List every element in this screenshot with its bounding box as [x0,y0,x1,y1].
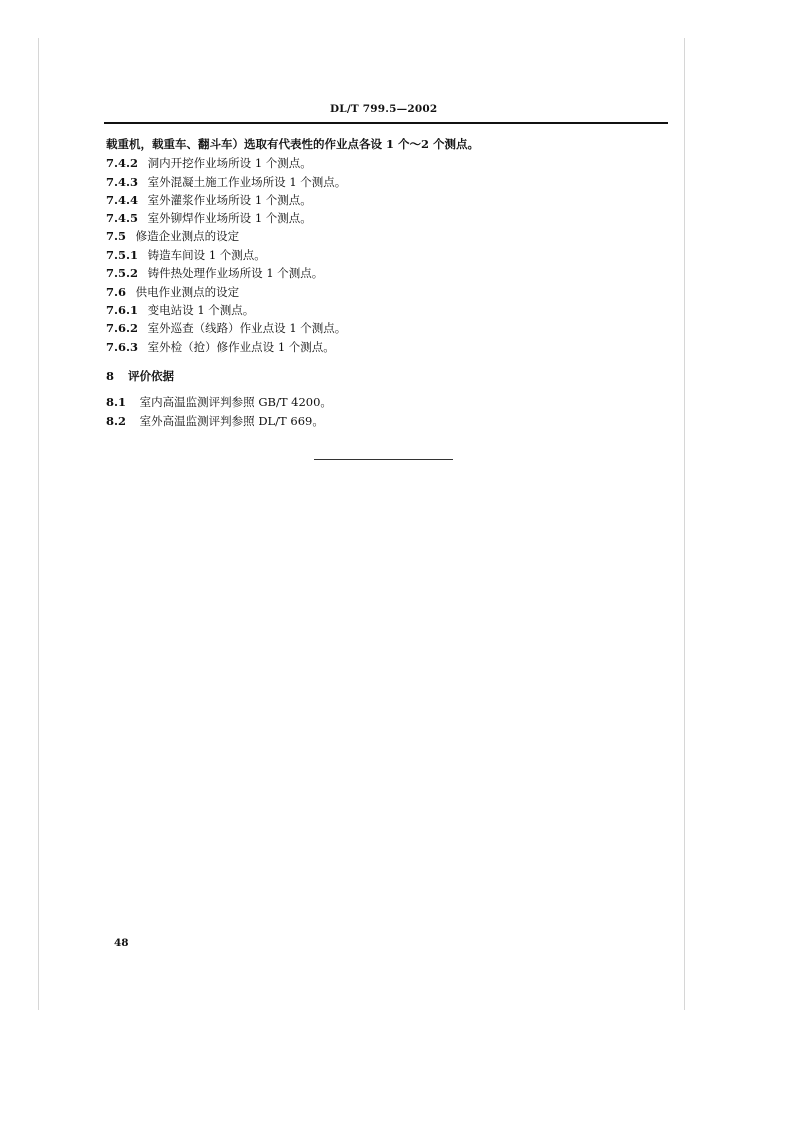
page-edge-left [38,38,39,1010]
clause-number: 7.4.3 [106,175,139,189]
section-title: 评价依据 [128,369,175,383]
section-8-heading [106,369,174,383]
clause-7-5 [106,229,239,243]
clause-number: 7.6.2 [106,321,139,335]
clause-number: 7.6 [106,285,127,299]
clause-7-5-1 [106,248,266,262]
clause-number: 7.5.1 [106,248,139,262]
clause-number: 7.5 [106,229,127,243]
clause-text: 室外高温监测评判参照 DL/T 669。 [139,414,324,428]
clause-number: 8.2 [106,414,127,428]
clause-text: 变电站设 1 个测点。 [147,303,255,317]
clause-text: 室外混凝土施工作业场所设 1 个测点。 [147,175,347,189]
clause-7-6-1 [106,303,254,317]
clause-7-4-5 [106,211,312,225]
end-of-document-rule [314,459,453,460]
intro-line: 载重机，载重车、翻斗车）选取有代表性的作业点各设 1 个～2 个测点。 [106,137,480,151]
clause-text: 室外灌浆作业场所设 1 个测点。 [147,193,312,207]
clause-number: 8.1 [106,395,127,409]
standard-code-header: DL/T 799.5—2002 [330,103,438,115]
header-rule [104,122,668,124]
clause-7-4-2 [106,156,312,170]
page-edge-right [684,38,685,1010]
section-number: 8 [106,369,115,383]
clause-text: 洞内开挖作业场所设 1 个测点。 [147,156,312,170]
clause-text: 修造企业测点的设定 [135,229,240,243]
clause-7-4-4 [106,193,312,207]
clause-7-6-2 [106,321,346,335]
clause-text: 室外铆焊作业场所设 1 个测点。 [147,211,312,225]
clause-text: 室内高温监测评判参照 GB/T 4200。 [139,395,332,409]
clause-8-1 [106,395,332,409]
clause-7-6-3 [106,340,335,354]
clause-8-2 [106,414,324,428]
clause-text: 室外巡查（线路）作业点设 1 个测点。 [147,321,347,335]
clause-number: 7.5.2 [106,266,139,280]
clause-number: 7.6.1 [106,303,139,317]
page-number: 48 [114,937,129,949]
clause-7-6 [106,285,239,299]
clause-7-5-2 [106,266,323,280]
clause-text: 铸造车间设 1 个测点。 [147,248,266,262]
clause-number: 7.4.4 [106,193,139,207]
clause-text: 供电作业测点的设定 [135,285,240,299]
clause-number: 7.4.2 [106,156,139,170]
clause-number: 7.4.5 [106,211,139,225]
clause-text: 室外检（抢）修作业点设 1 个测点。 [147,340,335,354]
clause-7-4-3 [106,175,346,189]
clause-text: 铸件热处理作业场所设 1 个测点。 [147,266,324,280]
clause-number: 7.6.3 [106,340,139,354]
